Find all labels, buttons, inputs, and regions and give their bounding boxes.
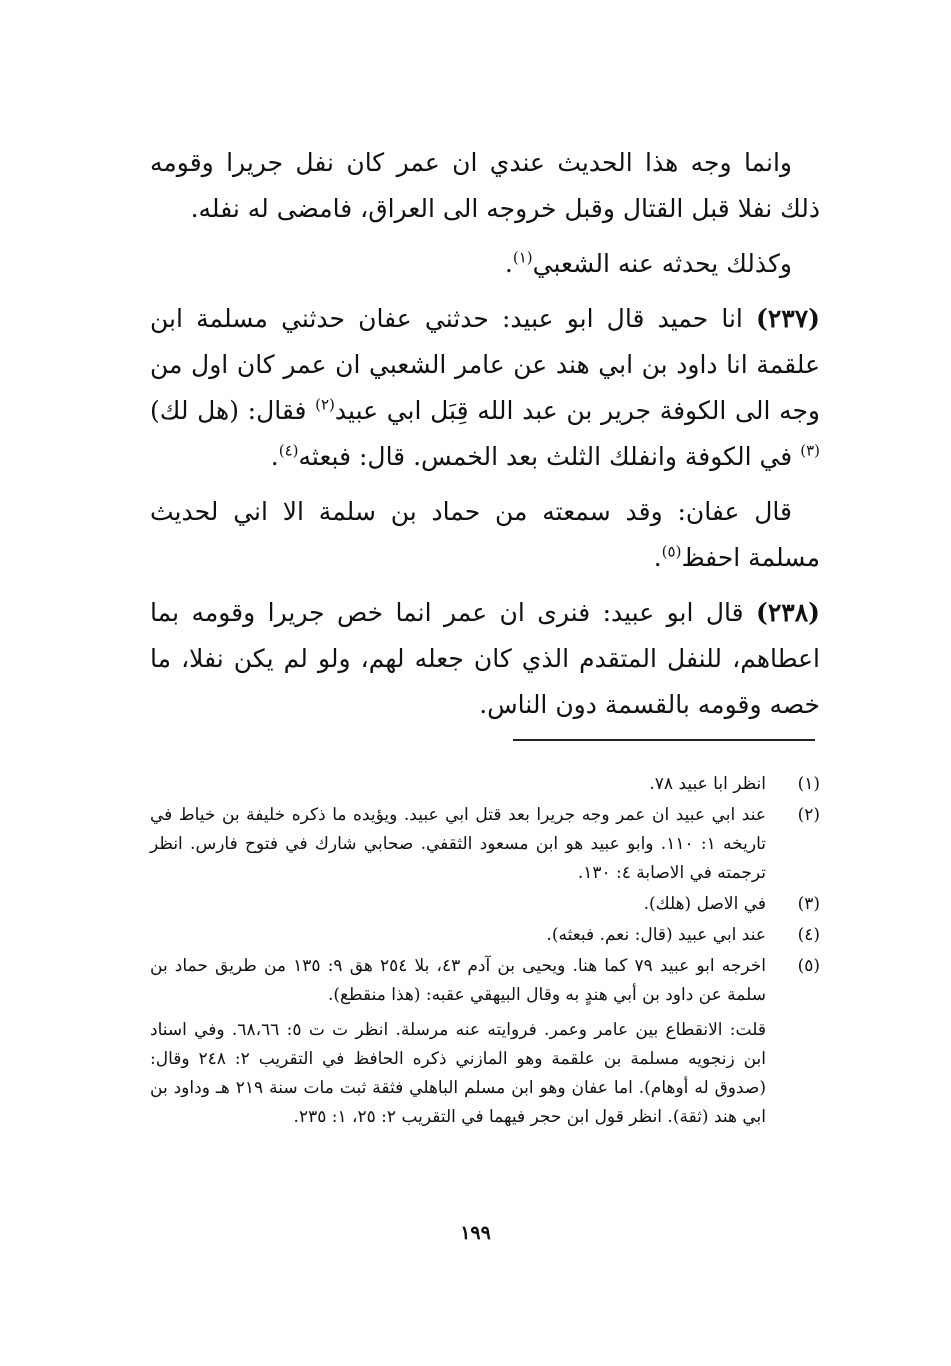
footnote-divider [513, 739, 815, 741]
paragraph-237-part-b: فقال: (هل لك) [150, 396, 316, 425]
paragraph-237-part-a: انا حميد قال ابو عبيد: حدثني عفان حدثني مسلمة ابن علقمة انا داود بن ابي هند عن عامر الشعبي ان عمر كان اول من وجه الى الكوفة جرير بن عبد الله قِبَل ابي عبيد [150, 304, 820, 425]
footnote-text-2: عند ابي عبيد ان عمر وجه جريرا بعد قتل ابي عبيد. ويؤيده ما ذكره خليفة بن خياط في تاريخه ١: ١١٠. وابو عبيد هو ابن مسعود الثقفي. صحابي شارك في فتوح فارس. انظر ترجمته في الاصابة ٤: ١٣٠. [150, 805, 766, 883]
footnote-3 [150, 890, 820, 919]
paragraph-1 [150, 140, 820, 232]
hadith-number-238: (٢٣٨) [756, 598, 820, 627]
paragraph-affan-text: قال عفان: وقد سمعته من حماد بن سلمة الا اني لحديث مسلمة احفظ [150, 497, 820, 572]
footnote-ref-4[interactable]: (٤) [278, 441, 299, 460]
footnote-ref-3[interactable]: (٣) [800, 441, 820, 460]
paragraph-238-text: قال ابو عبيد: فنرى ان عمر انما خص جريرا وقومه بما اعطاهم، للنفل المتقدم الذي كان جعله لهم، ولو لم يكن نفلا، ما خصه وقومه بالقسمة دون الناس. [150, 598, 820, 719]
footnote-1 [150, 770, 820, 799]
footnote-mark-5: (٥) [797, 956, 820, 976]
paragraph-affan [150, 489, 820, 581]
footnote-text-3: في الاصل (هلك). [643, 894, 766, 914]
footnote-text-5: اخرجه ابو عبيد ٧٩ كما هنا. ويحيى بن آدم ٤٣، بلا ٢٥٤ هق ٩: ١٣٥ من طريق حماد بن سلمة عن داود بن أبي هندٍ به وقال البيهقي عقبه: (هذا منقطع). [150, 956, 766, 1005]
paragraph-237-part-c: في الكوفة وانفلك الثلث بعد الخمس. قال: فبعثه [298, 442, 801, 471]
footnote-mark-1: (١) [797, 774, 820, 794]
footnote-text-1: انظر ابا عبيد ٧٨. [649, 774, 766, 794]
footnote-ref-5[interactable]: (٥) [661, 542, 682, 561]
paragraph-2 [150, 241, 820, 287]
footnote-5-continuation: قلت: الانقطاع بين عامر وعمر. فروايته عنه مرسلة. انظر ت ت ٥: ٦٨،٦٦. وفي اسناد ابن زنجويه مسلمة بن علقمة وهو المازني ذكره الحافظ في التقريب ٢: ٢٤٨ وقال: (صدوق له أوهام). اما عفان وهو ابن مسلم الباهلي فثقة ثبت مات سنة ٢١٩ هـ وداود بن ابي هند (ثقة). انظر قول ابن حجر فيهما في التقريب ٢: ٢٥، ١: ٢٣٥. [150, 1020, 766, 1127]
footnote-text-4: عند ابي عبيد (قال: نعم. فبعثه). [546, 925, 766, 945]
footnote-ref-1[interactable]: (١) [512, 248, 533, 267]
footnote-2 [150, 801, 820, 888]
footnote-ref-2[interactable]: (٢) [315, 395, 335, 414]
hadith-number-237: (٢٣٧) [756, 304, 820, 333]
page-number: ١٩٩ [460, 1222, 491, 1244]
footnotes [150, 770, 820, 1132]
footnote-mark-2: (٢) [797, 805, 820, 825]
paragraph-238 [150, 590, 820, 728]
main-text [150, 140, 820, 737]
paragraph-2-text: وكذلك يحدثه عنه الشعبي [532, 249, 792, 278]
footnote-mark-4: (٤) [797, 925, 820, 945]
paragraph-1-text: وانما وجه هذا الحديث عندي ان عمر كان نفل جريرا وقومه ذلك نفلا قبل القتال وقبل خروجه الى العراق، فامضى له نفله. [150, 148, 820, 223]
footnote-4 [150, 921, 820, 950]
footnote-5 [150, 952, 820, 1010]
paragraph-affan-end: . [653, 543, 662, 572]
footnote-mark-3: (٣) [797, 894, 820, 914]
paragraph-237-end: . [270, 442, 279, 471]
paragraph-237 [150, 296, 820, 480]
paragraph-2-end: . [504, 249, 513, 278]
